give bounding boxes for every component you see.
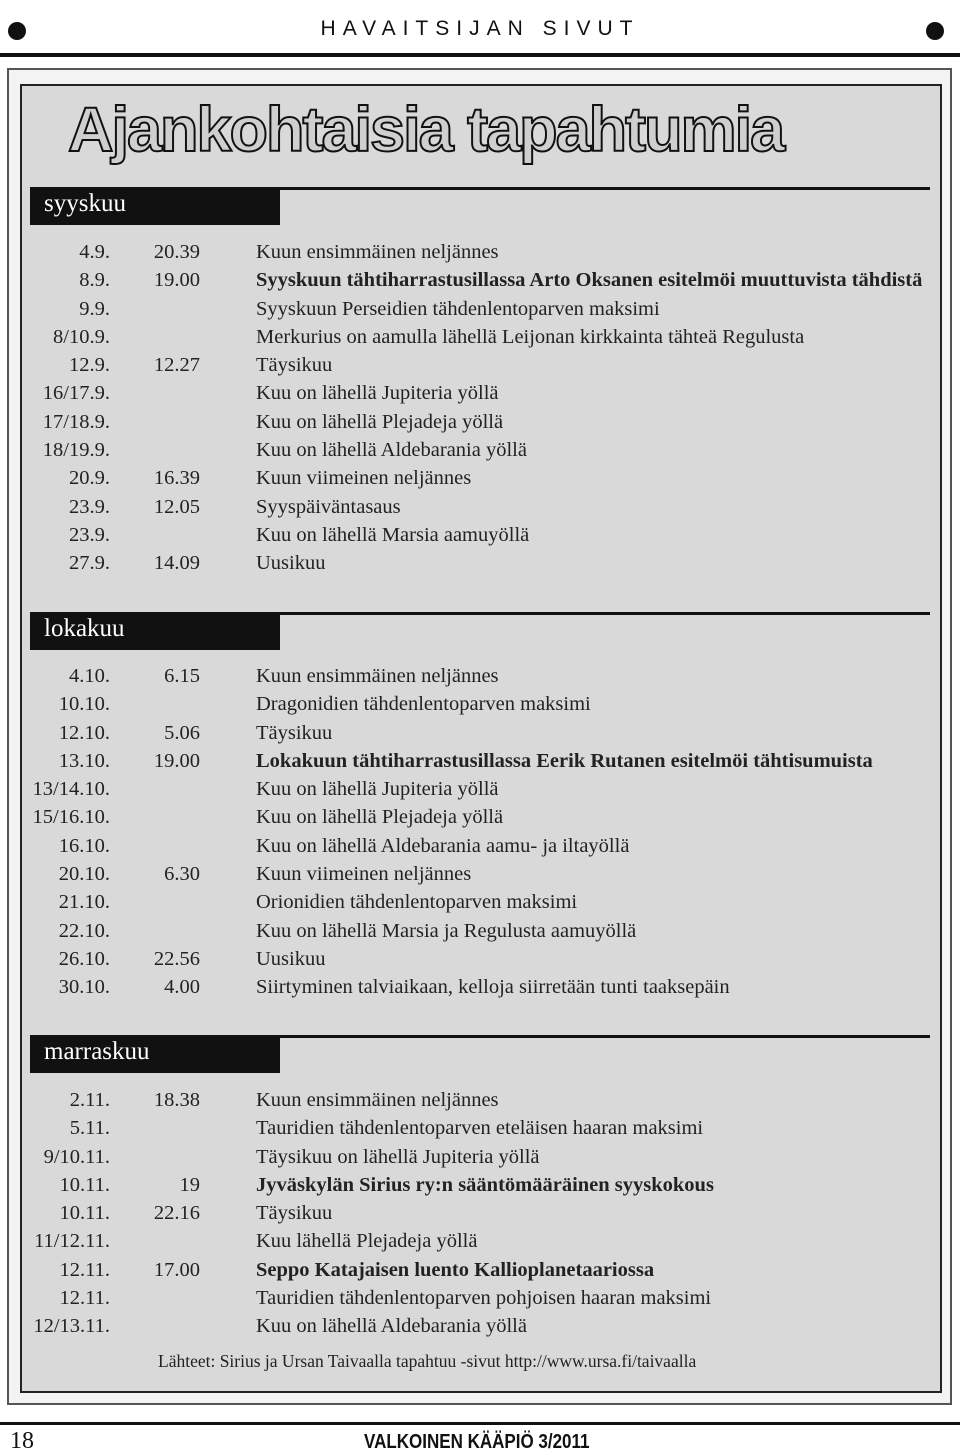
event-description: Kuu on lähellä Jupiteria yöllä [256,778,499,801]
event-row [30,775,930,803]
event-time [110,803,200,831]
event-date: 12/13.11. [33,1315,110,1338]
event-date: 15/16.10. [32,806,110,829]
event-time [110,323,200,351]
event-row [30,436,930,464]
event-description: Kuu on lähellä Marsia aamuyöllä [256,523,530,546]
event-row [30,917,930,945]
event-list [30,662,930,1002]
event-date: 30.10. [58,976,110,999]
event-description: Kuun viimeinen neljännes [256,863,472,886]
footer-rule [0,1422,960,1425]
event-date: 10.10. [58,693,110,716]
event-description: Syyskuun Perseidien tähdenlentoparven maksimi [256,297,660,320]
main-title: Ajankohtaisia tapahtumia [68,95,784,165]
event-description: Kuun ensimmäinen neljännes [256,665,499,687]
month-rule [280,612,930,615]
event-time: 14.09 [153,552,200,575]
event-time [110,379,200,407]
event-row [30,295,930,323]
event-description: Täysikuu [256,354,333,377]
event-description: Tauridien tähdenlentoparven eteläisen haaran maksimi [256,1117,704,1140]
event-description: Kuun ensimmäinen neljännes [256,241,499,263]
event-date: 26.10. [58,947,110,970]
event-description: Kuu on lähellä Aldebarania yöllä [256,1315,527,1338]
event-date: 4.10. [69,665,110,687]
event-date: 11/12.11. [34,1230,110,1253]
event-description: Dragonidien tähdenlentoparven maksimi [256,693,591,716]
event-row [30,860,930,888]
event-time [110,1312,200,1340]
event-description: Orionidien tähdenlentoparven maksimi [256,891,578,914]
month-heading: syyskuu [30,187,280,225]
event-row [30,408,930,436]
event-description: Täysikuu [256,721,333,744]
event-row [30,1114,930,1142]
event-row [30,521,930,549]
event-description: Siirtyminen talviaikaan, kelloja siirretään tunti taaksepäin [256,976,730,999]
event-description: Kuu lähellä Plejadeja yöllä [256,1230,478,1253]
event-description: Uusikuu [256,552,326,575]
event-date: 16.10. [58,834,110,857]
event-row [30,464,930,492]
event-list [30,1086,930,1341]
month-heading: marraskuu [30,1035,280,1073]
event-date: 12.11. [59,1287,110,1310]
event-date: 12.11. [59,1258,110,1281]
event-row [30,351,930,379]
event-time: 12.27 [153,354,200,377]
event-description: Kuu on lähellä Aldebarania yöllä [256,439,527,462]
event-row [30,1227,930,1255]
event-row [30,690,930,718]
header-rule [0,53,960,57]
event-time [110,832,200,860]
event-row [30,1284,930,1312]
event-row [30,832,930,860]
event-time: 19.00 [153,749,200,772]
event-row [30,238,930,266]
event-description: Kuun viimeinen neljännes [256,467,472,490]
event-time [110,295,200,323]
event-date: 4.9. [79,241,110,263]
event-time: 4.00 [164,976,200,999]
event-time [110,1227,200,1255]
event-time [110,1284,200,1312]
event-date: 8/10.9. [53,325,110,348]
event-time: 22.56 [153,947,200,970]
event-date: 13.10. [58,749,110,772]
page-number: 18 [10,1428,34,1454]
event-date: 17/18.9. [42,410,110,433]
event-row [30,1171,930,1199]
event-time: 22.16 [153,1202,200,1225]
sources-note: Lähteet: Sirius ja Ursan Taivaalla tapahtuu -sivut http://www.ursa.fi/taivaalla [158,1351,697,1371]
event-time: 19 [179,1173,200,1196]
event-description: Seppo Katajaisen luento Kallioplanetaariossa [256,1258,655,1281]
event-description: Uusikuu [256,947,326,970]
event-time: 12.05 [153,495,200,518]
event-description: Lokakuun tähtiharrastusillassa Eerik Rutanen esitelmöi tähtisumuista [256,749,873,772]
event-date: 9/10.11. [43,1145,110,1168]
event-description: Täysikuu [256,1202,333,1225]
event-row [30,1312,930,1340]
month-heading: lokakuu [30,612,280,650]
event-date: 22.10. [58,919,110,942]
header-title: HAVAITSIJAN SIVUT [320,17,640,40]
event-description: Merkurius on aamulla lähellä Leijonan kirkkainta tähteä Regulusta [256,325,805,348]
month-rule [280,1035,930,1038]
event-description: Kuu on lähellä Marsia ja Regulusta aamuyöllä [256,919,637,942]
event-date: 12.9. [69,354,110,377]
event-date: 27.9. [69,552,110,575]
event-date: 5.11. [69,1117,110,1140]
event-time [110,436,200,464]
event-row [30,945,930,973]
event-date: 18/19.9. [42,439,110,462]
event-row [30,973,930,1001]
event-row [30,323,930,351]
event-time [110,408,200,436]
event-date: 23.9. [69,495,110,518]
event-time: 20.39 [153,241,200,263]
event-row [30,1199,930,1227]
event-time: 6.15 [164,665,200,687]
event-time: 6.30 [164,863,200,886]
event-time [110,888,200,916]
event-description: Syyspäiväntasaus [256,495,401,518]
event-row [30,888,930,916]
event-description: Kuun ensimmäinen neljännes [256,1089,499,1111]
event-date: 23.9. [69,523,110,546]
event-list [30,238,930,578]
event-time [110,521,200,549]
event-date: 21.10. [58,891,110,914]
event-time: 19.00 [153,269,200,292]
event-row [30,1143,930,1171]
event-row [30,549,930,577]
event-description: Tauridien tähdenlentoparven pohjoisen haaran maksimi [256,1287,712,1310]
event-row [30,1086,930,1114]
event-row [30,266,930,294]
magazine-name: VALKOINEN KÄÄPIÖ 3/2011 [364,1431,590,1453]
event-row [30,493,930,521]
event-description: Kuu on lähellä Plejadeja yöllä [256,806,504,829]
event-time: 16.39 [153,467,200,490]
event-description: Kuu on lähellä Jupiteria yöllä [256,382,499,405]
event-row [30,1256,930,1284]
event-time: 18.38 [153,1089,200,1111]
event-time: 5.06 [164,721,200,744]
event-row [30,379,930,407]
event-description: Jyväskylän Sirius ry:n sääntömääräinen syyskokous [256,1173,714,1196]
event-row [30,747,930,775]
event-description: Syyskuun tähtiharrastusillassa Arto Oksanen esitelmöi muuttuvista tähdistä [256,269,923,292]
month-rule [280,187,930,190]
event-date: 8.9. [79,269,110,292]
event-date: 2.11. [69,1089,110,1111]
event-date: 12.10. [58,721,110,744]
event-time [110,917,200,945]
event-date: 10.11. [59,1173,110,1196]
event-row [30,662,930,690]
event-date: 20.9. [69,467,110,490]
event-time [110,775,200,803]
event-time [110,1114,200,1142]
event-description: Kuu on lähellä Aldebarania aamu- ja iltayöllä [256,834,630,857]
event-date: 20.10. [58,863,110,886]
event-time: 17.00 [153,1258,200,1281]
event-time [110,690,200,718]
event-date: 9.9. [79,297,110,320]
event-description: Täysikuu on lähellä Jupiteria yöllä [256,1145,540,1168]
event-date: 13/14.10. [32,778,110,801]
event-time [110,1143,200,1171]
event-description: Kuu on lähellä Plejadeja yöllä [256,410,504,433]
event-row [30,719,930,747]
event-row [30,803,930,831]
event-date: 10.11. [59,1202,110,1225]
header-bullet-right [926,22,944,40]
event-date: 16/17.9. [42,382,110,405]
